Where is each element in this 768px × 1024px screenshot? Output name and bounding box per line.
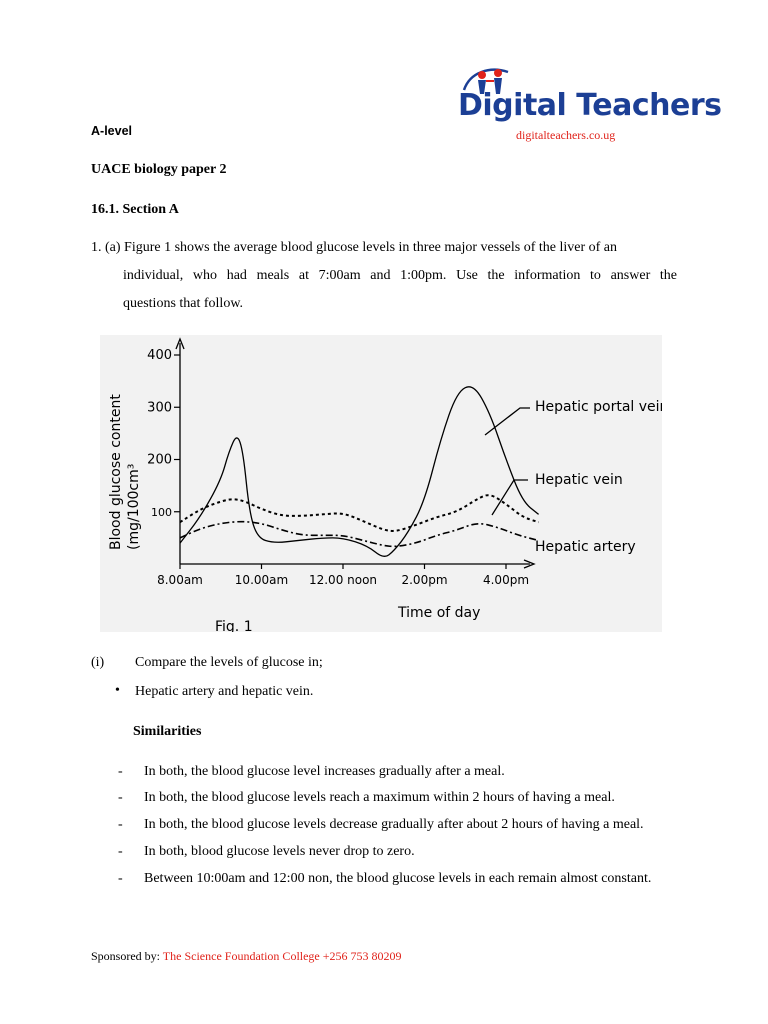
series-line-hepatic-vein — [180, 495, 539, 531]
footer-sponsor[interactable]: The Science Foundation College +256 753 80209 — [162, 949, 402, 963]
similarity-item: - In both, the blood glucose levels reach a maximum within 2 hours of having a meal. — [118, 790, 615, 805]
question-line-2: individual, who had meals at 7:00am and 1:00pm. Use the information to answer the — [123, 268, 677, 283]
similarity-item: - In both, the blood glucose level increases gradually after a meal. — [118, 764, 505, 779]
x-axis-label: Time of day — [398, 605, 481, 621]
legend-label: Hepatic portal vein — [535, 399, 662, 415]
part-i-label: (i) — [91, 655, 105, 670]
similarity-item: - In both, blood glucose levels never drop to zero. — [118, 844, 415, 859]
question-line-1: 1. (a) Figure 1 shows the average blood glucose levels in three major vessels of the liver of an — [91, 240, 618, 255]
logo-url[interactable]: digitalteachers.co.ug — [516, 128, 616, 142]
part-i-bullet: Hepatic artery and hepatic vein. — [135, 684, 314, 699]
y-axis-label-2: (mg/100cm³ — [126, 463, 142, 550]
similarity-item: - Between 10:00am and 12:00 non, the blood glucose levels in each remain almost constant. — [118, 871, 652, 886]
chart-ticks — [147, 348, 529, 587]
x-tick-label: 10.00am — [234, 573, 289, 587]
glucose-chart — [100, 335, 662, 632]
chart-axes — [176, 339, 534, 568]
x-tick-label: 12.00 noon — [308, 573, 378, 587]
x-tick-label: 8.00am — [157, 573, 203, 587]
similarity-item: - In both, the blood glucose levels decrease gradually after about 2 hours of having a meal. — [118, 817, 644, 832]
similarities-title: Similarities — [133, 724, 202, 739]
footer — [91, 949, 402, 964]
y-axis-label-1: Blood glucose content — [108, 394, 124, 550]
chart-series — [180, 387, 539, 557]
chart-legend — [485, 399, 662, 555]
figure-caption: Fig. 1 — [215, 619, 253, 632]
paper-title: UACE biology paper 2 — [91, 162, 227, 177]
series-line-hepatic-portal-vein — [180, 387, 539, 557]
part-i-text: Compare the levels of glucose in; — [135, 655, 323, 670]
header-logo[interactable] — [458, 66, 722, 146]
logo-title: Digital Teachers — [458, 88, 722, 123]
bullet-dot: • — [115, 683, 120, 698]
y-tick-label: 200 — [147, 452, 172, 468]
footer-label: Sponsored by: — [91, 949, 163, 963]
y-tick-label: 400 — [147, 348, 172, 363]
figure-1 — [100, 335, 662, 632]
x-tick-label: 4.00pm — [482, 573, 530, 587]
section-title: 16.1. Section A — [91, 202, 179, 217]
x-tick-label: 2.00pm — [401, 573, 448, 587]
y-tick-label: 300 — [147, 400, 172, 416]
y-tick-label: 100 — [151, 505, 172, 519]
question-line-3: questions that follow. — [123, 296, 244, 311]
legend-leader — [485, 408, 530, 435]
legend-label: Hepatic vein — [535, 472, 623, 488]
level-label: A-level — [91, 124, 132, 138]
legend-label: Hepatic artery — [535, 539, 636, 555]
